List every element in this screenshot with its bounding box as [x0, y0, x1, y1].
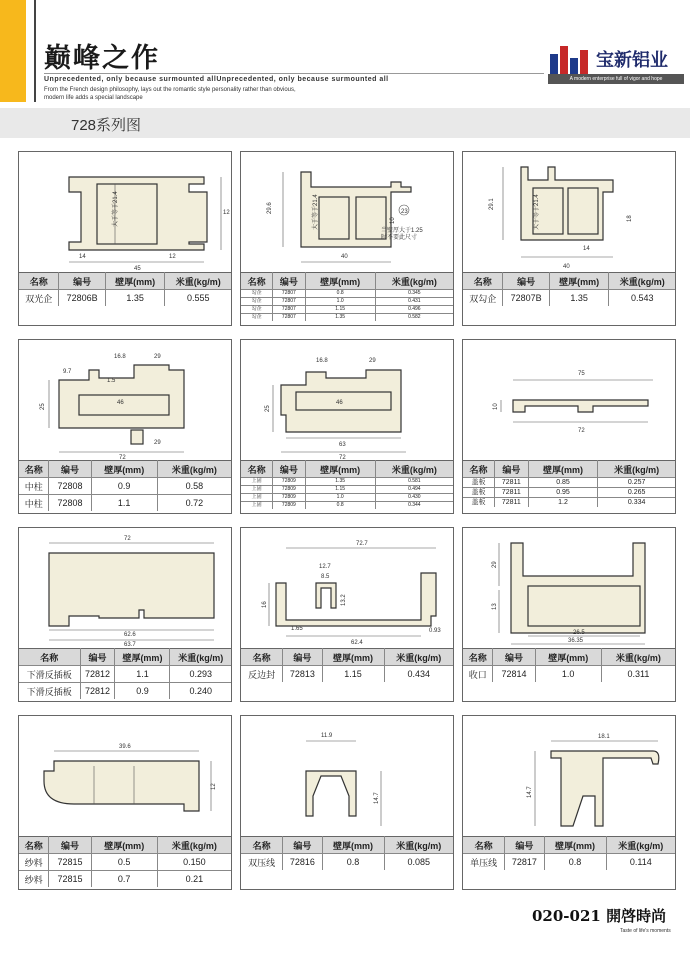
dim-label: 62.6 — [124, 632, 136, 638]
profile-drawing — [241, 528, 455, 648]
table-row — [241, 854, 453, 871]
col-thickness: 壁厚(mm) — [115, 649, 170, 666]
footer-sub: Taste of life's moments — [620, 928, 671, 934]
col-name: 名称 — [19, 837, 49, 854]
table-row — [241, 666, 453, 683]
dim-label: 14.7 — [527, 786, 533, 798]
cell: 盖板 — [463, 488, 494, 498]
col-name: 名称 — [463, 649, 493, 666]
product-card-72814 — [462, 527, 676, 702]
cell: 72811 — [494, 498, 528, 508]
cell: 1.35 — [105, 290, 165, 307]
col-weight: 米重(kg/m) — [170, 649, 231, 666]
table-row — [241, 478, 453, 486]
dim-label: 36.35 — [568, 638, 584, 644]
cell: 0.8 — [305, 502, 375, 510]
spec-table — [19, 648, 231, 699]
col-name: 名称 — [241, 461, 273, 478]
cell: 0.8 — [322, 854, 384, 871]
cell: 0.293 — [170, 666, 231, 683]
col-code: 编号 — [503, 273, 549, 290]
col-code: 编号 — [273, 461, 305, 478]
dim-label: 9.7 — [63, 369, 72, 375]
dim-label: 26.5 — [573, 630, 585, 636]
cell: 0.21 — [157, 871, 231, 888]
cell: 中柱 — [19, 495, 49, 512]
cell: 双勾企 — [463, 290, 503, 307]
cell: 0.240 — [170, 683, 231, 700]
dim-label: 29 — [154, 440, 161, 446]
col-thickness: 壁厚(mm) — [544, 837, 606, 854]
table-row — [463, 290, 675, 307]
divider-line — [34, 0, 36, 102]
spec-table — [463, 460, 675, 507]
col-weight: 米重(kg/m) — [375, 461, 453, 478]
cell: 上固 — [241, 494, 273, 502]
col-code: 编号 — [494, 461, 528, 478]
col-thickness: 壁厚(mm) — [549, 273, 609, 290]
dim-label: 16.8 — [114, 354, 126, 360]
dim-label: 45 — [134, 266, 141, 272]
cell: 0.085 — [384, 854, 453, 871]
col-name: 名称 — [463, 273, 503, 290]
table-row — [19, 683, 231, 700]
footer-brand: 開啓時尚 — [606, 907, 667, 925]
cell: 0.72 — [157, 495, 231, 512]
dim-label: 29 — [492, 561, 498, 568]
col-name: 名称 — [19, 649, 80, 666]
dim-label: 29.6 — [267, 202, 273, 214]
col-code: 编号 — [59, 273, 105, 290]
col-code: 编号 — [283, 649, 322, 666]
dim-label: 12 — [211, 783, 217, 790]
cell: 勾企 — [241, 314, 273, 322]
cell: 单压线 — [463, 854, 505, 871]
col-code: 编号 — [80, 649, 115, 666]
dim-label: 18 — [627, 215, 633, 222]
cell: 0.555 — [165, 290, 231, 307]
col-weight: 米重(kg/m) — [606, 837, 675, 854]
cell: 0.431 — [375, 298, 453, 306]
cell: 0.150 — [157, 854, 231, 871]
cell: 勾企 — [241, 306, 273, 314]
cell: 0.311 — [601, 666, 675, 683]
profile-drawing — [241, 340, 455, 460]
table-row — [241, 486, 453, 494]
product-card-72817 — [462, 715, 676, 890]
col-weight: 米重(kg/m) — [375, 273, 453, 290]
cell: 1.1 — [115, 666, 170, 683]
dim-label: 29 — [369, 358, 376, 364]
cell: 0.5 — [91, 854, 157, 871]
table-row — [241, 298, 453, 306]
cell: 72809 — [273, 494, 305, 502]
dim-label: 72 — [578, 428, 585, 434]
cell: 72811 — [494, 488, 528, 498]
tagline: Unprecedented, only because surmounted allUnprecedented, only because surmounted all — [44, 76, 389, 83]
dim-label: 0.93 — [429, 628, 441, 634]
page-title: 巅峰之作 — [44, 43, 160, 74]
header-rule — [44, 73, 544, 74]
col-code: 编号 — [49, 461, 91, 478]
product-card-72809 — [240, 339, 454, 514]
table-row — [19, 666, 231, 683]
dim-label: 10 — [493, 403, 499, 410]
cell: 0.257 — [598, 478, 675, 488]
cell: 上固 — [241, 502, 273, 510]
dim-label: 16 — [262, 601, 268, 608]
cell: 1.35 — [305, 478, 375, 486]
cell: 72815 — [49, 871, 91, 888]
col-thickness: 壁厚(mm) — [535, 649, 601, 666]
cell: 盖板 — [463, 478, 494, 488]
cell: 0.95 — [528, 488, 598, 498]
dim-label: 63.7 — [124, 642, 136, 648]
cell: 0.9 — [91, 478, 157, 495]
col-code: 编号 — [49, 837, 91, 854]
dim-label: 大于等于21.4 — [113, 191, 119, 227]
cell: 双光企 — [19, 290, 59, 307]
cell: 72809 — [273, 502, 305, 510]
col-weight: 米重(kg/m) — [384, 837, 453, 854]
dim-label: 40 — [341, 254, 348, 260]
dim-label: 62.4 — [351, 640, 363, 646]
cell: 0.494 — [375, 486, 453, 494]
product-card-72813 — [240, 527, 454, 702]
profile-drawing — [463, 340, 677, 460]
product-card-72816 — [240, 715, 454, 890]
cell: 72813 — [283, 666, 322, 683]
dim-label: 12 — [223, 210, 230, 216]
col-thickness: 壁厚(mm) — [528, 461, 598, 478]
table-row — [463, 488, 675, 498]
cell: 1.0 — [535, 666, 601, 683]
dim-label: 46 — [336, 400, 343, 406]
col-weight: 米重(kg/m) — [165, 273, 231, 290]
cell: 1.15 — [305, 306, 375, 314]
cell: 1.35 — [305, 314, 375, 322]
profile-drawing — [19, 528, 233, 648]
cell: 反边封 — [241, 666, 283, 683]
dim-label: 大于等于21.4 — [313, 194, 319, 230]
cell: 0.9 — [115, 683, 170, 700]
dim-label: 1.5 — [107, 378, 116, 384]
profile-drawing — [463, 716, 677, 836]
cell: 0.582 — [375, 314, 453, 322]
cell: 1.0 — [305, 298, 375, 306]
spec-table — [241, 836, 453, 870]
dim-label: 75 — [578, 371, 585, 377]
product-card-72812 — [18, 527, 232, 702]
cell: 72809 — [273, 478, 305, 486]
cell: 72807 — [273, 306, 305, 314]
cell: 盖板 — [463, 498, 494, 508]
col-weight: 米重(kg/m) — [157, 837, 231, 854]
cell: 0.265 — [598, 488, 675, 498]
dim-label: 13 — [492, 603, 498, 610]
cell: 收口 — [463, 666, 493, 683]
cell: 0.8 — [544, 854, 606, 871]
table-row — [241, 306, 453, 314]
table-row — [19, 854, 231, 871]
table-row — [241, 502, 453, 510]
cell: 0.8 — [305, 290, 375, 298]
profile-drawing — [19, 152, 233, 272]
col-code: 编号 — [283, 837, 322, 854]
cell: 中柱 — [19, 478, 49, 495]
cell: 纱料 — [19, 871, 49, 888]
dim-label: 23 — [401, 209, 408, 215]
spec-table — [463, 836, 675, 870]
table-row — [19, 495, 231, 512]
product-card-72811 — [462, 339, 676, 514]
cell: 0.543 — [609, 290, 675, 307]
spec-table — [241, 460, 453, 509]
cell: 1.35 — [549, 290, 609, 307]
cell: 72807B — [503, 290, 549, 307]
dim-label: 10 — [390, 217, 396, 224]
table-row — [19, 871, 231, 888]
dim-label: 14 — [583, 246, 590, 252]
cell: 72809 — [273, 486, 305, 494]
dim-label: 72 — [124, 536, 131, 542]
col-name: 名称 — [463, 837, 505, 854]
profile-drawing — [463, 152, 677, 272]
cell: 下滑反插板 — [19, 683, 80, 700]
cell: 纱料 — [19, 854, 49, 871]
col-name: 名称 — [241, 837, 283, 854]
cell: 0.114 — [606, 854, 675, 871]
dim-label: 25 — [265, 405, 271, 412]
cell: 72807 — [273, 290, 305, 298]
cell: 0.344 — [375, 502, 453, 510]
dim-label: 时不要此尺寸 — [381, 235, 418, 241]
cell: 72807 — [273, 298, 305, 306]
profile-drawing — [19, 340, 233, 460]
cell: 72814 — [493, 666, 535, 683]
cell: 72817 — [505, 854, 544, 871]
dim-label: 46 — [117, 400, 124, 406]
dim-label: 当壁厚大于1.25 — [381, 228, 423, 234]
col-thickness: 壁厚(mm) — [305, 461, 375, 478]
cell: 上固 — [241, 478, 273, 486]
spec-table — [241, 648, 453, 682]
cell: 72808 — [49, 495, 91, 512]
col-weight: 米重(kg/m) — [157, 461, 231, 478]
col-name: 名称 — [241, 273, 273, 290]
page-number-text: 020-021 — [532, 907, 601, 925]
dim-label: 14 — [79, 254, 86, 260]
spec-table — [19, 272, 231, 306]
table-row — [463, 498, 675, 508]
cell: 1.2 — [528, 498, 598, 508]
spec-table — [19, 836, 231, 887]
dim-label: 29 — [154, 354, 161, 360]
dim-label: 29.1 — [489, 198, 495, 210]
cell: 下滑反插板 — [19, 666, 80, 683]
dim-label: 72.7 — [356, 541, 368, 547]
col-code: 编号 — [493, 649, 535, 666]
dim-label: 14.7 — [374, 792, 380, 804]
col-name: 名称 — [19, 461, 49, 478]
cell: 勾企 — [241, 290, 273, 298]
cell: 72811 — [494, 478, 528, 488]
col-weight: 米重(kg/m) — [598, 461, 675, 478]
spec-table — [463, 648, 675, 682]
table-row — [463, 854, 675, 871]
table-row — [463, 478, 675, 488]
product-card-72807B — [462, 151, 676, 326]
col-weight: 米重(kg/m) — [609, 273, 675, 290]
cell: 上固 — [241, 486, 273, 494]
dim-label: 12.7 — [319, 564, 331, 570]
table-row — [241, 290, 453, 298]
page-number — [532, 905, 666, 926]
cell: 72808 — [49, 478, 91, 495]
cell: 0.581 — [375, 478, 453, 486]
cell: 1.15 — [322, 666, 384, 683]
dim-label: 39.6 — [119, 744, 131, 750]
cell: 0.434 — [384, 666, 453, 683]
dim-label: 13.2 — [341, 594, 347, 606]
table-row — [241, 494, 453, 502]
col-code: 编号 — [273, 273, 305, 290]
dim-label: 63 — [339, 442, 346, 448]
cell: 72815 — [49, 854, 91, 871]
profile-drawing — [241, 716, 455, 836]
product-card-72815 — [18, 715, 232, 890]
table-row — [241, 314, 453, 322]
profile-drawing — [241, 152, 455, 272]
cell: 0.430 — [375, 494, 453, 502]
dim-label: 11.9 — [321, 733, 333, 739]
cell: 72812 — [80, 683, 115, 700]
cell: 0.85 — [528, 478, 598, 488]
cell: 72812 — [80, 666, 115, 683]
series-title: 728系列图 — [71, 117, 142, 134]
cell: 0.58 — [157, 478, 231, 495]
product-card-72807 — [240, 151, 454, 326]
cell: 双压线 — [241, 854, 283, 871]
cell: 1.0 — [305, 494, 375, 502]
spec-table — [19, 460, 231, 511]
cell: 1.1 — [91, 495, 157, 512]
dim-label: 8.5 — [321, 574, 330, 580]
dim-label: 16.8 — [316, 358, 328, 364]
cell: 0.345 — [375, 290, 453, 298]
col-name: 名称 — [241, 649, 283, 666]
dim-label: 大于等于21.4 — [534, 194, 540, 230]
col-thickness: 壁厚(mm) — [322, 837, 384, 854]
cell: 勾企 — [241, 298, 273, 306]
cell: 0.334 — [598, 498, 675, 508]
col-thickness: 壁厚(mm) — [322, 649, 384, 666]
dim-label: 1.65 — [291, 626, 303, 632]
profile-drawing — [19, 716, 233, 836]
description: From the French design philosophy, lays out the romantic style personality rather than obvious, modern life adds a special landscape — [44, 87, 296, 101]
spec-table — [463, 272, 675, 306]
table-row — [19, 290, 231, 307]
cell: 72807 — [273, 314, 305, 322]
spec-table — [241, 272, 453, 321]
accent-bar — [0, 0, 26, 102]
table-row — [463, 666, 675, 683]
col-thickness: 壁厚(mm) — [305, 273, 375, 290]
col-weight: 米重(kg/m) — [384, 649, 453, 666]
dim-label: 72 — [339, 455, 346, 460]
col-thickness: 壁厚(mm) — [91, 837, 157, 854]
col-thickness: 壁厚(mm) — [91, 461, 157, 478]
product-card-72808 — [18, 339, 232, 514]
profile-drawing — [463, 528, 677, 648]
col-code: 编号 — [505, 837, 544, 854]
col-thickness: 壁厚(mm) — [105, 273, 165, 290]
dim-label: 18.1 — [598, 734, 610, 740]
cell: 72816 — [283, 854, 322, 871]
dim-label: 25 — [40, 403, 46, 410]
dim-label: 72 — [119, 455, 126, 460]
brand-slogan: A modern enterprise full of vigor and hope — [548, 74, 684, 84]
brand-name: 宝新铝业 — [596, 50, 668, 71]
cell: 72806B — [59, 290, 105, 307]
cell: 0.496 — [375, 306, 453, 314]
col-name: 名称 — [463, 461, 494, 478]
cell: 0.7 — [91, 871, 157, 888]
dim-label: 40 — [563, 264, 570, 270]
table-row — [19, 478, 231, 495]
dim-label: 12 — [169, 254, 176, 260]
col-weight: 米重(kg/m) — [601, 649, 675, 666]
col-name: 名称 — [19, 273, 59, 290]
product-card-72806B — [18, 151, 232, 326]
cell: 1.15 — [305, 486, 375, 494]
